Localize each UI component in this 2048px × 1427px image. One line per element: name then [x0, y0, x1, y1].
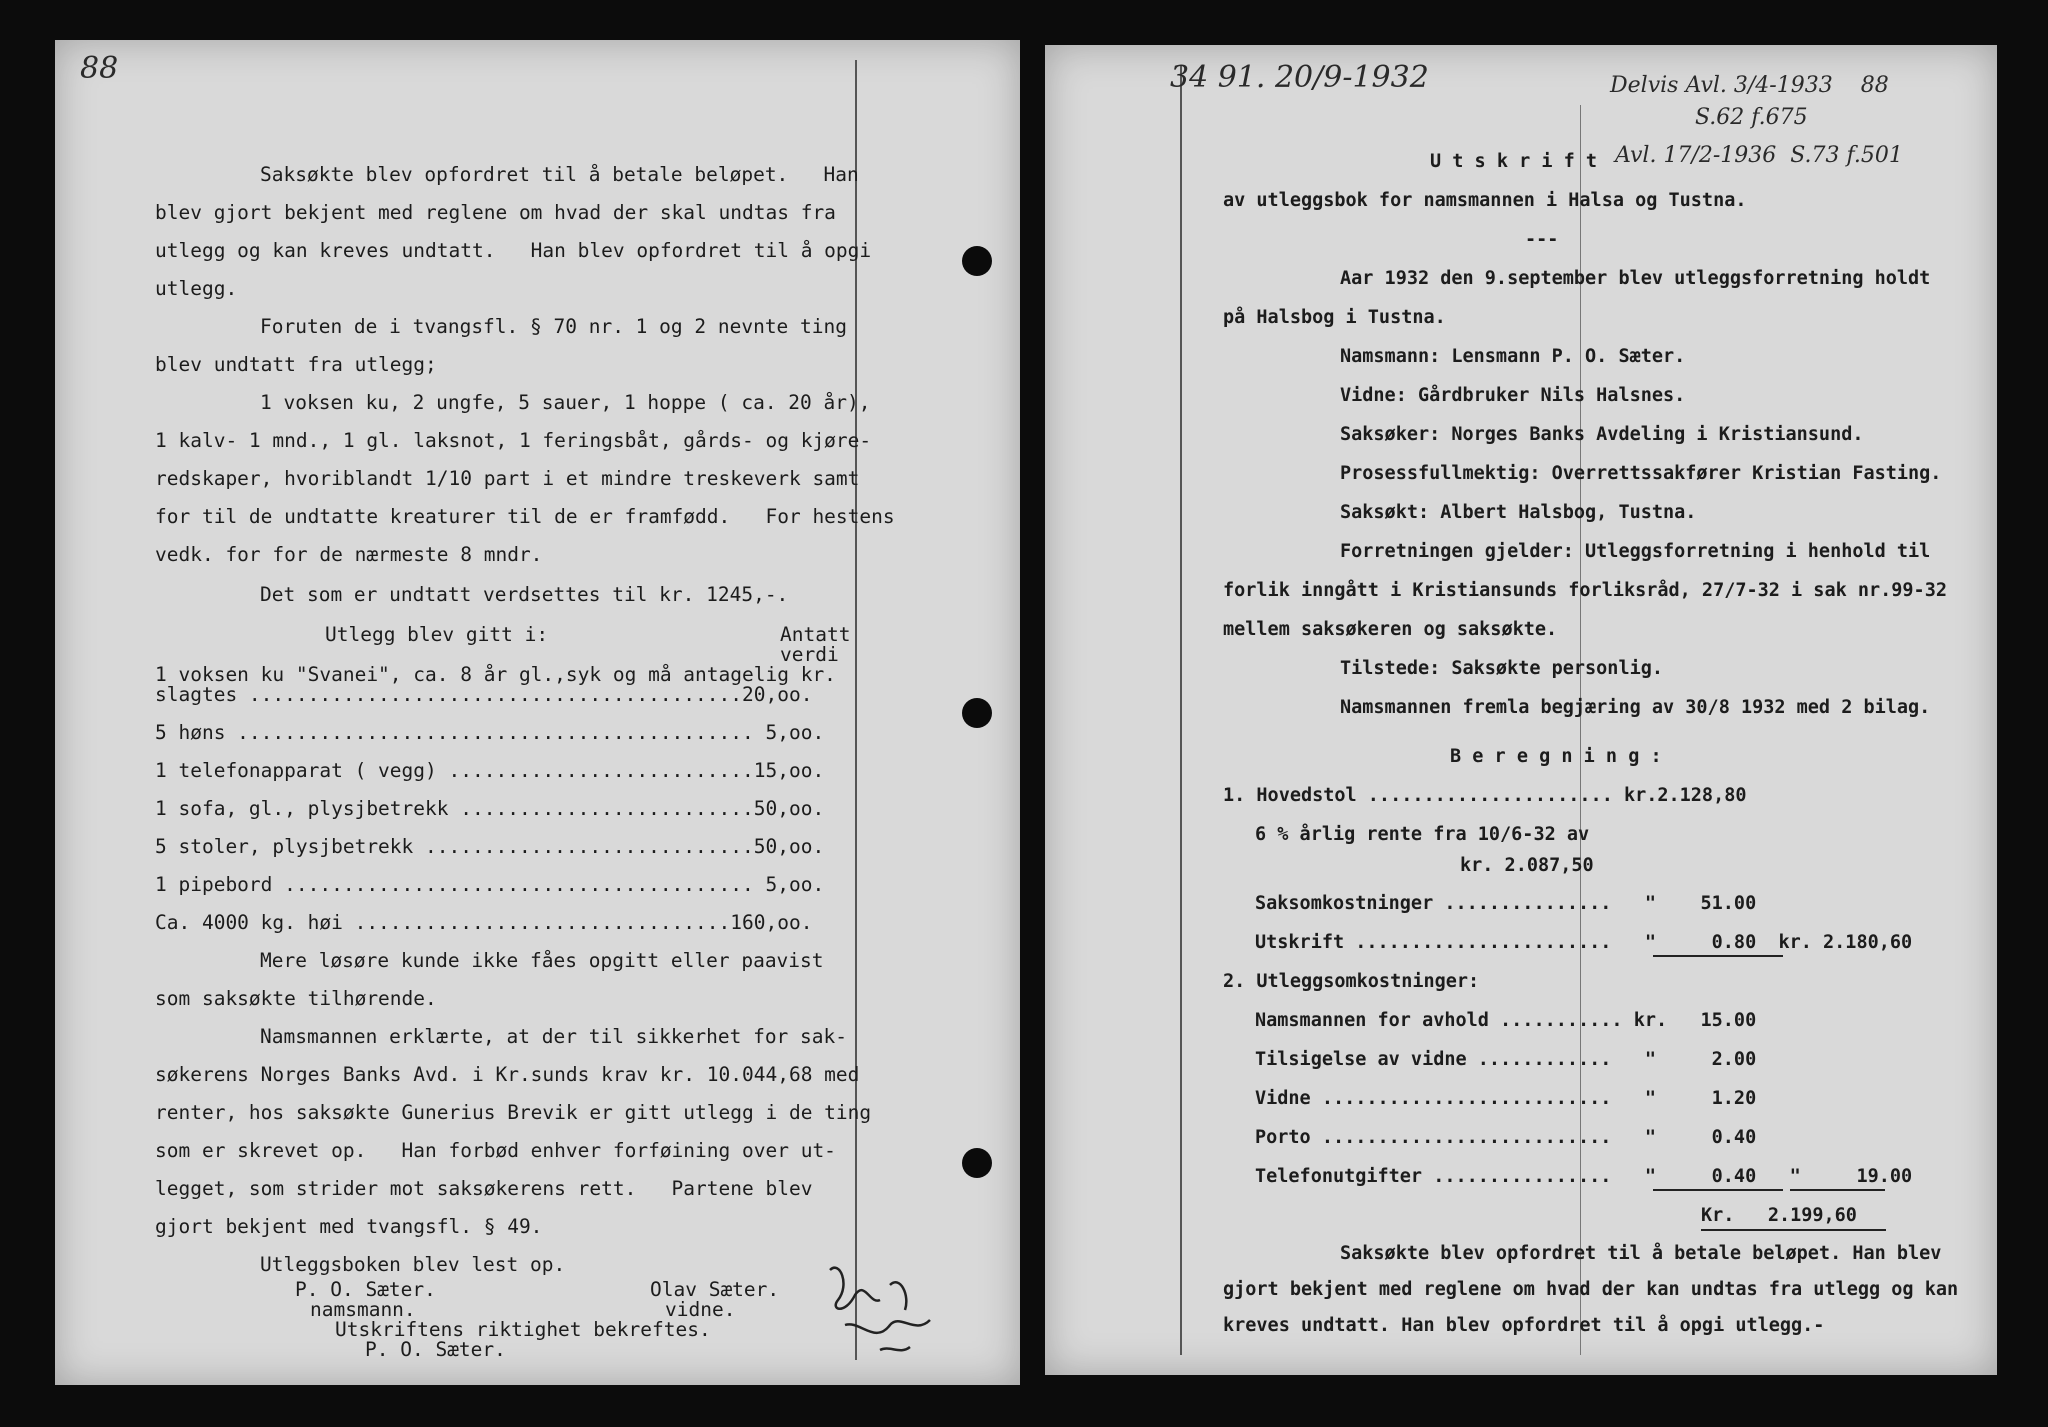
- text-line: kreves undtatt. Han blev opfordret til å opgi utlegg.-: [1223, 1315, 1825, 1336]
- text-line: Namsmannen fremla begjæring av 30/8 1932 med 2 bilag.: [1340, 697, 1931, 718]
- text-line: Utskriftens riktighet bekreftes.: [335, 1318, 711, 1341]
- item-row: 1 sofa, gl., plysjbetrekk .........................50,oo.: [155, 797, 825, 820]
- binding-hole: [962, 1148, 992, 1178]
- text-line: Utleggsboken blev lest op.: [260, 1253, 566, 1276]
- item-row: 5 høns ............................................ 5,oo.: [155, 721, 825, 744]
- item-row: 1 voksen ku "Svanei", ca. 8 år gl.,syk og må antagelig kr.: [155, 663, 836, 686]
- document-title: U t s k r i f t: [1430, 151, 1598, 172]
- text-line: renter, hos saksøkte Gunerius Brevik er gitt utlegg i de ting: [155, 1101, 872, 1124]
- text-line: mellem saksøkeren og saksøkte.: [1223, 619, 1558, 640]
- text-line: søkerens Norges Banks Avd. i Kr.sunds krav kr. 10.044,68 med: [155, 1063, 860, 1086]
- text-line: Det som er undtatt verdsettes til kr. 1245,-.: [260, 583, 789, 606]
- signature-name: P. O. Sæter.: [365, 1338, 506, 1361]
- signature-name: Olav Sæter.: [650, 1278, 780, 1301]
- text-line: legget, som strider mot saksøkerens rett. Partene blev: [155, 1177, 813, 1200]
- text-line: gjort bekjent med reglene om hvad der kan undtas fra utlegg og kan: [1223, 1279, 1959, 1300]
- right-page: [1045, 45, 1997, 1375]
- column-header: verdi: [780, 643, 839, 666]
- text-line: Aar 1932 den 9.september blev utleggsforretning holdt: [1340, 268, 1931, 289]
- margin-line: [1180, 65, 1182, 1355]
- text-line: Foruten de i tvangsfl. § 70 nr. 1 og 2 nevnte ting: [260, 315, 847, 338]
- separator: ---: [1525, 229, 1559, 250]
- handwritten-note: Delvis Avl. 3/4-1933 88: [1610, 73, 1889, 98]
- calc-row: Namsmannen for avhold ........... kr. 15.00: [1255, 1010, 1757, 1031]
- text-line: Saksøkte blev opfordret til å betale beløpet. Han blev: [1340, 1243, 1942, 1264]
- text-line: gjort bekjent med tvangsfl. § 49.: [155, 1215, 543, 1238]
- calc-row: Tilsigelse av vidne ............ " 2.00: [1255, 1049, 1757, 1070]
- text-line: Vidne: Gårdbruker Nils Halsnes.: [1340, 385, 1686, 406]
- calc-row: Utskrift ....................... " 0.80 kr. 2.180,60: [1255, 932, 1913, 953]
- text-line: utlegg.: [155, 277, 238, 300]
- handwritten-signature: [820, 1255, 970, 1365]
- text-line: Forretningen gjelder: Utleggsforretning i henhold til: [1340, 541, 1931, 562]
- text-line: forlik inngått i Kristiansunds forliksråd, 27/7-32 i sak nr.99-32: [1223, 580, 1947, 601]
- column-header: Antatt: [780, 623, 851, 646]
- item-row: slagtes ..........................................20,oo.: [155, 683, 813, 706]
- signature-title: vidne.: [665, 1298, 736, 1321]
- text-line: som saksøkte tilhørende.: [155, 987, 437, 1010]
- text-line: 1 kalv- 1 mnd., 1 gl. laksnot, 1 feringsbåt, gårds- og kjøre-: [155, 429, 872, 452]
- text-line: 1 voksen ku, 2 ungfe, 5 sauer, 1 hoppe ( ca. 20 år),: [260, 391, 871, 414]
- text-line: vedk. for for de nærmeste 8 mndr.: [155, 543, 543, 566]
- text-line: Mere løsøre kunde ikke fåes opgitt eller paavist: [260, 949, 824, 972]
- text-line: Namsmann: Lensmann P. O. Sæter.: [1340, 346, 1686, 367]
- text-line: Saksøkt: Albert Halsbog, Tustna.: [1340, 502, 1697, 523]
- calc-row: Saksomkostninger ............... " 51.00: [1255, 893, 1757, 914]
- item-row: 1 pipebord ........................................ 5,oo.: [155, 873, 825, 896]
- calc-row: Porto .......................... " 0.40: [1255, 1127, 1757, 1148]
- binding-hole: [962, 698, 992, 728]
- signature-title: namsmann.: [310, 1298, 416, 1321]
- sum-underline: [1653, 1189, 1783, 1191]
- handwritten-note: Avl. 17/2-1936 S.73 f.501: [1615, 143, 1903, 168]
- item-row: 5 stoler, plysjbetrekk ............................50,oo.: [155, 835, 825, 858]
- text-line: utlegg og kan kreves undtatt. Han blev opfordret til å opgi: [155, 239, 872, 262]
- text-line: Tilstede: Saksøkte personlig.: [1340, 658, 1664, 679]
- calc-row: 6 % årlig rente fra 10/6-32 av: [1255, 824, 1590, 845]
- text-line: blev undtatt fra utlegg;: [155, 353, 437, 376]
- signature-name: P. O. Sæter.: [295, 1278, 436, 1301]
- calc-row: Vidne .......................... " 1.20: [1255, 1088, 1757, 1109]
- text-line: for til de undtatte kreaturer til de er framfødd. For hestens: [155, 505, 895, 528]
- calc-row: 1. Hovedstol ...................... kr.2.128,80: [1223, 785, 1747, 806]
- text-line: på Halsbog i Tustna.: [1223, 307, 1446, 328]
- handwritten-note: S.62 f.675: [1695, 105, 1808, 130]
- text-line: Saksøkte blev opfordret til å betale beløpet. Han: [260, 163, 859, 186]
- document-subtitle: av utleggsbok for namsmannen i Halsa og Tustna.: [1223, 190, 1747, 211]
- text-line: Prosessfullmektig: Overrettssakfører Kristian Fasting.: [1340, 463, 1942, 484]
- sum-underline: [1653, 955, 1783, 957]
- item-row: 1 telefonapparat ( vegg) ..........................15,oo.: [155, 759, 825, 782]
- text-line: Namsmannen erklærte, at der til sikkerhet for sak-: [260, 1025, 847, 1048]
- binding-hole: [962, 246, 992, 276]
- text-line: redskaper, hvoriblandt 1/10 part i et mindre treskeverk samt: [155, 467, 860, 490]
- calc-row: Telefonutgifter ................ " 0.40 " 19.00: [1255, 1166, 1913, 1187]
- grand-total: Kr. 2.199,60: [1701, 1205, 1857, 1226]
- text-line: blev gjort bekjent med reglene om hvad der skal undtas fra: [155, 201, 836, 224]
- page-number: 88: [80, 51, 119, 86]
- left-page: [55, 40, 1020, 1385]
- sum-underline: [1790, 1189, 1885, 1191]
- item-row: Ca. 4000 kg. høi ................................160,oo.: [155, 911, 813, 934]
- text-line: Saksøker: Norges Banks Avdeling i Kristiansund.: [1340, 424, 1864, 445]
- text-line: Utlegg blev gitt i:: [325, 623, 549, 646]
- calc-row: 2. Utleggsomkostninger:: [1223, 971, 1480, 992]
- total-underline: [1701, 1229, 1886, 1231]
- section-heading: B e r e g n i n g :: [1450, 746, 1662, 767]
- handwritten-reference: 34 91. 20/9-1932: [1170, 60, 1429, 95]
- text-line: som er skrevet op. Han forbød enhver forføining over ut-: [155, 1139, 836, 1162]
- calc-row: kr. 2.087,50: [1460, 855, 1594, 876]
